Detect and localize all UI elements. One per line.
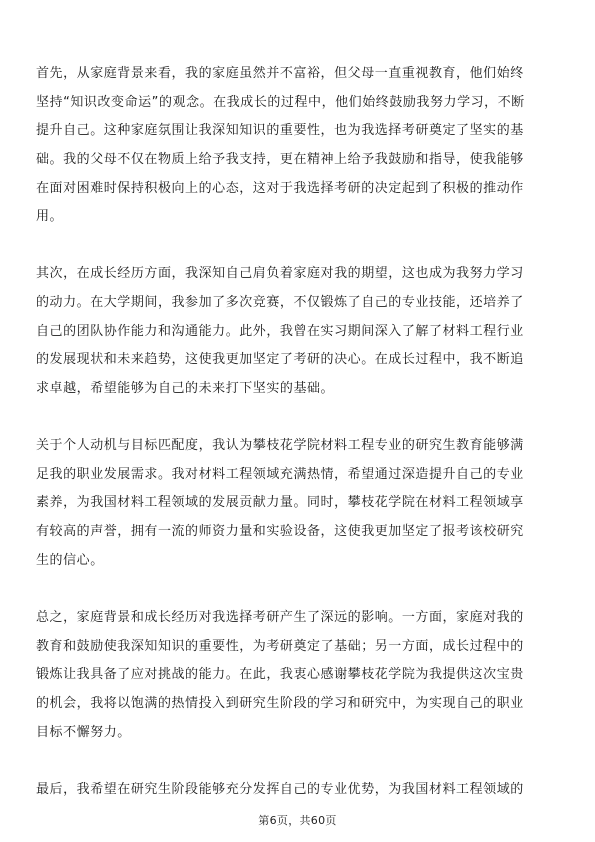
- text-line: 素养，为我国材料工程领域的发展贡献力量。同时，攀枝花学院在材料工程领域享: [36, 495, 524, 510]
- text-line: 生的信心。: [36, 553, 104, 568]
- page-number: 第6页，共60页: [258, 814, 337, 827]
- text-line: 足我的职业发展需求。我对材料工程领域充满热情，希望通过深造提升自己的专业: [36, 467, 524, 482]
- text-line: 自己的团队协作能力和沟通能力。此外，我曾在实习期间深入了解了材料工程行业: [36, 324, 524, 339]
- text-line: 用。: [36, 209, 64, 224]
- text-line: 目标不懈努力。: [36, 725, 131, 740]
- text-line: 的动力。在大学期间，我参加了多次竞赛，不仅锻炼了自己的专业技能，还培养了: [36, 295, 524, 310]
- text-line: 最后，我希望在研究生阶段能够充分发挥自己的专业优势，为我国材料工程领域的: [36, 782, 524, 797]
- text-line: 提升自己。这种家庭氛围让我深知知识的重要性，也为我选择考研奠定了坚实的基: [36, 123, 524, 138]
- text-line: 的发展现状和未来趋势，这使我更加坚定了考研的决心。在成长过程中，我不断追: [36, 352, 524, 367]
- text-line: 首先，从家庭背景来看，我的家庭虽然并不富裕，但父母一直重视教育，他们始终: [36, 66, 524, 81]
- text-line: 础。我的父母不仅在物质上给予我支持，更在精神上给予我鼓励和指导，使我能够: [36, 152, 524, 167]
- text-line: 求卓越，希望能够为自己的未来打下坚实的基础。: [36, 381, 335, 396]
- text-line: 坚持“知识改变命运”的观念。在我成长的过程中，他们始终鼓励我努力学习，不断: [36, 95, 525, 110]
- text-line: 总之，家庭背景和成长经历对我选择考研产生了深远的影响。一方面，家庭对我的: [36, 610, 524, 625]
- text-line: 教育和鼓励使我深知知识的重要性，为考研奠定了基础；另一方面，成长过程中的: [36, 639, 524, 654]
- text-line: 有较高的声誉，拥有一流的师资力量和实验设备，这使我更加坚定了报考该校研究: [36, 524, 524, 539]
- text-line: 关于个人动机与目标匹配度，我认为攀枝花学院材料工程专业的研究生教育能够满: [36, 438, 524, 453]
- text-line: 在面对困难时保持积极向上的心态，这对于我选择考研的决定起到了积极的推动作: [36, 181, 524, 196]
- text-line: 其次，在成长经历方面，我深知自己肩负着家庭对我的期望，这也成为我努力学习: [36, 266, 524, 281]
- text-line: 锻炼让我具备了应对挑战的能力。在此，我衷心感谢攀枝花学院为我提供这次宝贵: [36, 667, 524, 682]
- text-line: 的机会，我将以饱满的热情投入到研究生阶段的学习和研究中，为实现自己的职业: [36, 696, 524, 711]
